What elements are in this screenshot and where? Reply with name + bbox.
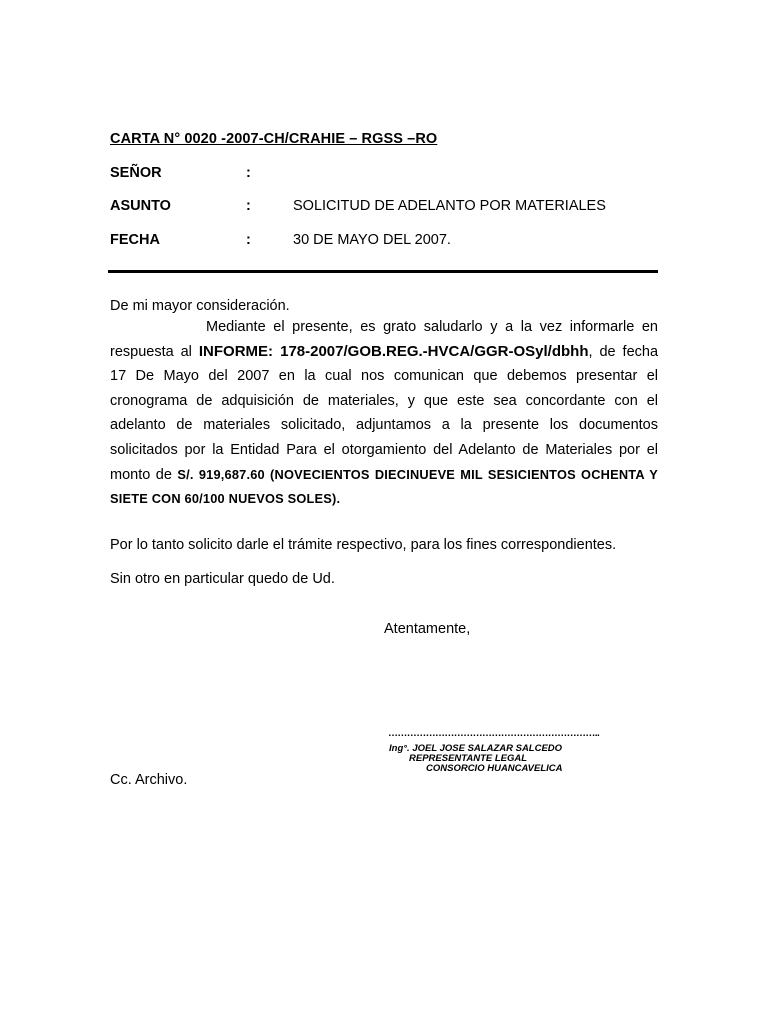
amount-text: S/. 919,687.60 (NOVECIENTOS DIECINUEVE MIL SESICIENTOS OCHENTA Y SIETE CON 60/100 NUEVOS SOLES). — [110, 466, 658, 507]
signatory-title: REPRESENTANTE LEGAL — [409, 753, 528, 764]
signatory-company: CONSORCIO HUANCAVELICA — [426, 763, 563, 774]
farewell-paragraph: Sin otro en particular quedo de Ud. — [110, 571, 335, 587]
header-colon: : — [246, 198, 251, 214]
header-value: SOLICITUD DE ADELANTO POR MATERIALES — [293, 198, 606, 214]
letter-reference: CARTA N° 0020 -2007-CH/CRAHIE – RGSS –RO — [110, 131, 438, 147]
signature-line: ………………………………………………………….. — [388, 728, 600, 739]
greeting: De mi mayor consideración. — [110, 298, 290, 314]
header-label: ASUNTO — [110, 198, 171, 214]
header-label: SEÑOR — [110, 165, 162, 181]
body-text-intro: Mediante el presente, es grato saludarlo y a la vez informarle en respuesta al — [110, 319, 658, 360]
header-colon: : — [246, 165, 251, 181]
cc-archive: Cc. Archivo. — [110, 772, 188, 788]
closing-salutation: Atentamente, — [384, 621, 471, 637]
header-label: FECHA — [110, 232, 160, 248]
body-paragraph — [110, 315, 658, 512]
header-value: 30 DE MAYO DEL 2007. — [293, 232, 451, 248]
informe-reference: INFORME: 178-2007/GOB.REG.-HVCA/GGR-OSyl/dbhh — [198, 342, 589, 360]
header-divider — [108, 270, 658, 273]
body-text-main: , de fecha 17 De Mayo del 2007 en la cual nos comunican que debemos presentar el cronograma de adquisición de materiales, y que este sea concordante con el adelanto de materiales solicitado, adjuntamos a la presente los documentos solicitados por la Entidad Para el otorgamiento del Adelanto de Materiales por el monto de — [110, 343, 659, 483]
request-paragraph: Por lo tanto solicito darle el trámite respectivo, para los fines correspondientes. — [110, 537, 617, 553]
header-colon: : — [246, 232, 251, 248]
signatory-name: Ing°. JOEL JOSE SALAZAR SALCEDO — [389, 743, 563, 754]
